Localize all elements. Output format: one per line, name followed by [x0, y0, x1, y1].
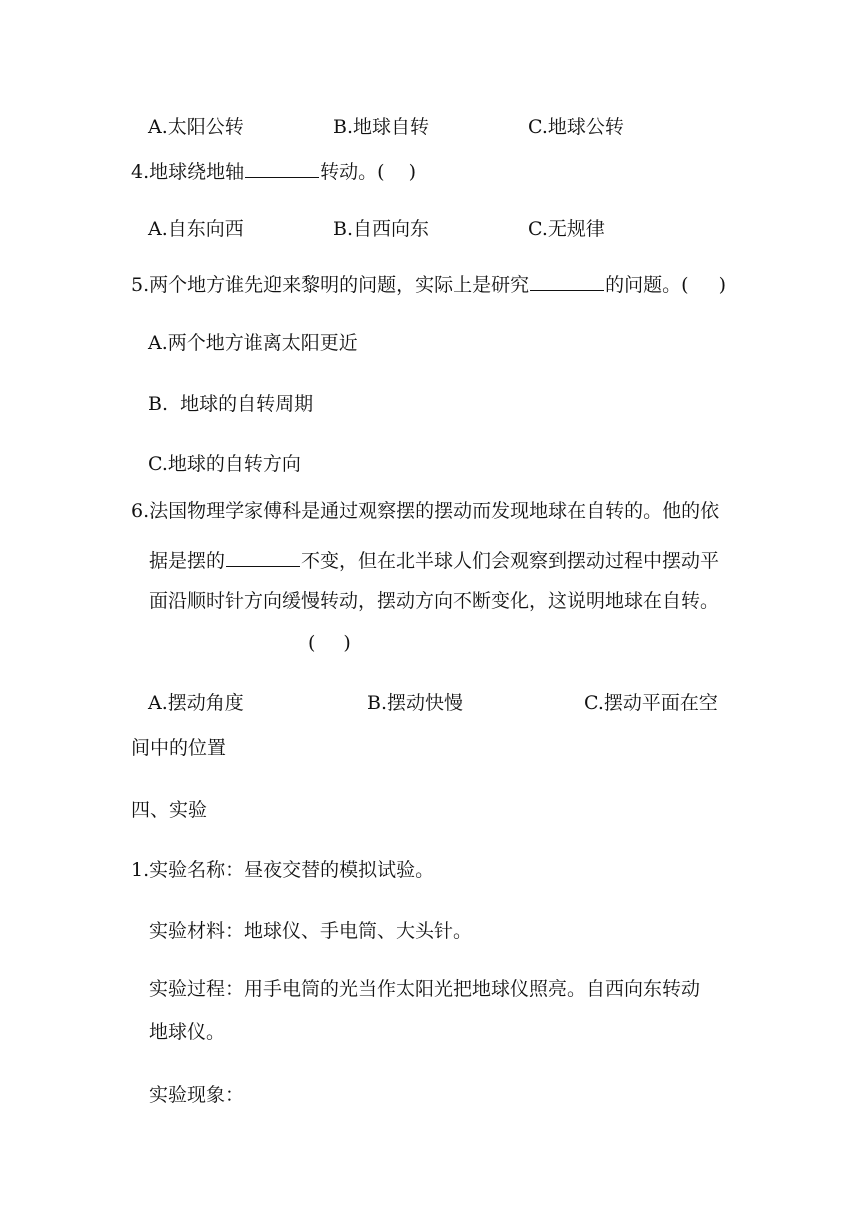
q3-option-c: C.地球公转: [528, 116, 624, 138]
experiment-process-line2: 地球仪。: [149, 1021, 226, 1043]
experiment-process-line1: 实验过程：用手电筒的光当作太阳光把地球仪照亮。自西向东转动: [149, 978, 701, 1000]
q4-option-c: C.无规律: [528, 218, 605, 240]
q5-option-b: B. 地球的自转周期: [148, 393, 314, 415]
q6-answer-paren: [308, 629, 351, 657]
q6-paren-close: ): [343, 632, 351, 654]
q5-option-c: C.地球的自转方向: [148, 453, 301, 475]
q6-blank: [226, 548, 300, 567]
q6-line2-after: 不变，但在北半球人们会观察到摆动过程中摆动平: [301, 550, 720, 572]
q5-stem-after: 的问题。(: [605, 274, 689, 296]
experiment-name: 1.实验名称：昼夜交替的模拟试验。: [131, 859, 435, 881]
q6-line2-before: 据是摆的: [149, 550, 226, 572]
experiment-materials: 实验材料：地球仪、手电筒、大头针。: [149, 920, 473, 942]
section-heading: 四、实验: [131, 799, 208, 821]
q4-paren-close: ): [408, 161, 416, 183]
q6-option-c: C.摆动平面在空: [584, 692, 718, 714]
q5-blank: [530, 272, 604, 291]
q4-stem-after: 转动。(: [320, 161, 385, 183]
q5-option-a: A.两个地方谁离太阳更近: [148, 332, 358, 354]
q4-option-a: A.自东向西: [148, 218, 244, 240]
q4-stem-before: 4.地球绕地轴: [131, 161, 245, 183]
q3-option-b: B.地球自转: [333, 116, 430, 138]
q4-blank: [245, 159, 319, 178]
q4-option-b: B.自西向东: [333, 218, 430, 240]
experiment-phenomenon: 实验现象：: [149, 1084, 245, 1106]
q6-option-a: A.摆动角度: [148, 692, 244, 714]
q3-option-a: A.太阳公转: [148, 116, 244, 138]
q6-line1: 6.法国物理学家傅科是通过观察摆的摆动而发现地球在自转的。他的依: [131, 500, 720, 522]
q6-option-b: B.摆动快慢: [367, 692, 464, 714]
q6-option-c-wrap: 间中的位置: [131, 737, 227, 759]
q6-line3: 面沿顺时针方向缓慢转动，摆动方向不断变化，这说明地球在自转。: [149, 590, 720, 612]
q5-stem: [131, 271, 726, 299]
q4-stem: [131, 158, 416, 186]
q5-stem-before: 5.两个地方谁先迎来黎明的问题，实际上是研究: [131, 274, 530, 296]
q6-paren-open: (: [308, 632, 316, 654]
q6-line2: [149, 547, 719, 575]
q5-paren-close: ): [718, 274, 726, 296]
